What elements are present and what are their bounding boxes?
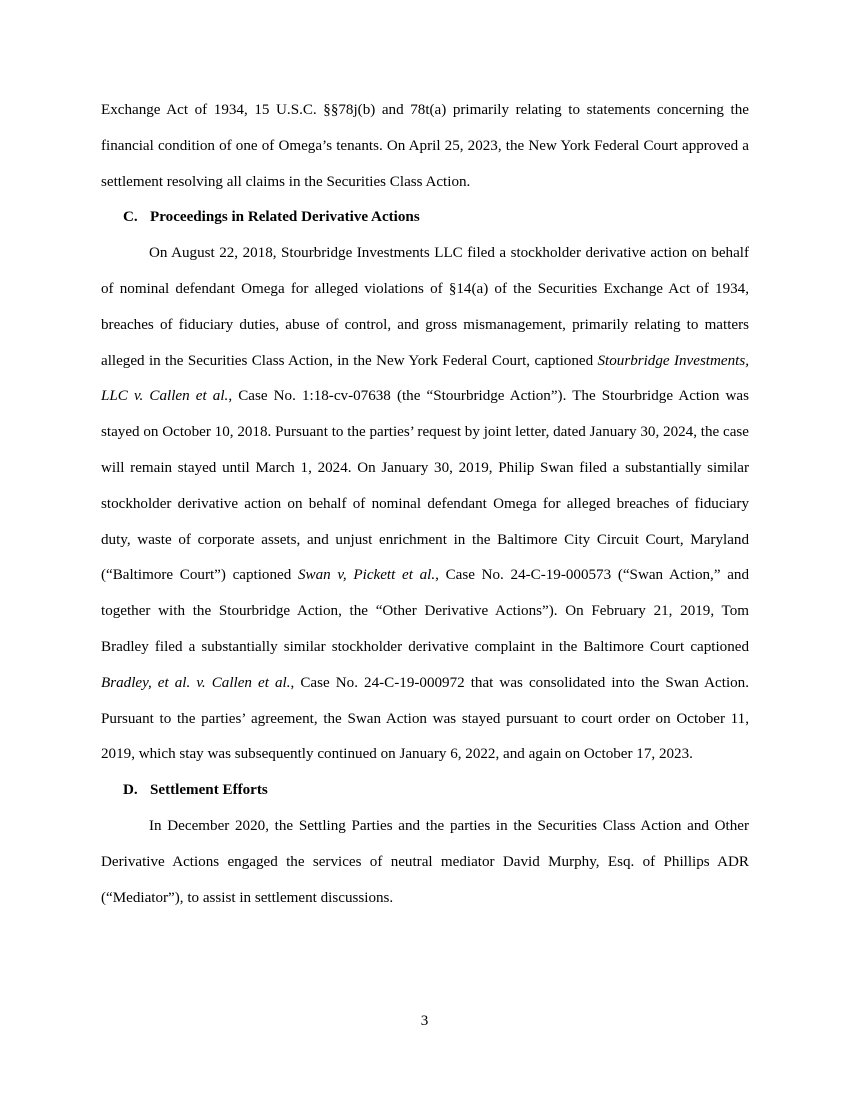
- section-heading-d: [101, 773, 749, 809]
- section-title: Settlement Efforts: [150, 782, 268, 799]
- paragraph-derivative-actions: [101, 236, 749, 773]
- section-letter: C.: [123, 209, 138, 226]
- paragraph-securities-class-action: Exchange Act of 1934, 15 U.S.C. §§78j(b) and 78t(a) primarily relating to statements concerning the financial condition of one of Omega’s tenants. On April 25, 2023, the New York Federal Court approved a settlement resolving all claims in the Securities Class Action.: [101, 102, 749, 190]
- section-heading-c: [101, 200, 749, 236]
- case-caption-swan: Swan v, Pickett et al.: [297, 567, 436, 584]
- document-body: [101, 93, 749, 916]
- text-segment: On August 22, 2018, Stourbridge Investments LLC filed a stockholder derivative action on behalf of nominal defendant Omega for alleged violations of §14(a) of the Securities Exchange Act of 1934, breaches of fiduciary duties, abuse of control, and gross mismanagement, primarily relating to matters alleged in the Securities Class Action, in the New York Federal Court, captioned: [101, 245, 749, 369]
- text-segment: , Case No. 1:18-cv-07638 (the “Stourbridge Action”). The Stourbridge Action was stayed on October 10, 2018. Pursuant to the parties’ request by joint letter, dated January 30, 2024, the case will remain stayed until March 1, 2024. On January 30, 2019, Philip Swan filed a substantially similar stockholder derivative action on behalf of nominal defendant Omega for alleged breaches of fiduciary duty, waste of corporate assets, and unjust enrichment in the Baltimore City Circuit Court, Maryland (“Baltimore Court”) captioned: [101, 388, 749, 584]
- case-caption-stourbridge: Stourbridge Investments, LLC v. Callen et al.: [101, 352, 749, 405]
- text-segment: , Case No. 24-C-19-000972 that was consolidated into the Swan Action. Pursuant to the parties’ agreement, the Swan Action was stayed pursuant to court order on October 11, 2019, which stay was subsequently continued on January 6, 2022, and again on October 17, 2023.: [101, 674, 750, 763]
- section-letter: D.: [123, 782, 138, 799]
- paragraph-settlement-efforts: In December 2020, the Settling Parties and the parties in the Securities Class Action and Other Derivative Actions engaged the services of neutral mediator David Murphy, Esq. of Phillips ADR (“Mediator”), to assist in settlement discussions.: [101, 817, 749, 906]
- page-number: 3: [420, 1013, 429, 1029]
- case-caption-bradley: Bradley, et al. v. Callen et al.: [101, 674, 291, 691]
- section-title: Proceedings in Related Derivative Actions: [150, 209, 420, 226]
- text-segment: , Case No. 24-C-19-000573 (“Swan Action,” and together with the Stourbridge Action, the “Other Derivative Actions”). On February 21, 2019, Tom Bradley filed a substantially similar stockholder derivative complaint in the Baltimore Court captioned: [101, 567, 750, 655]
